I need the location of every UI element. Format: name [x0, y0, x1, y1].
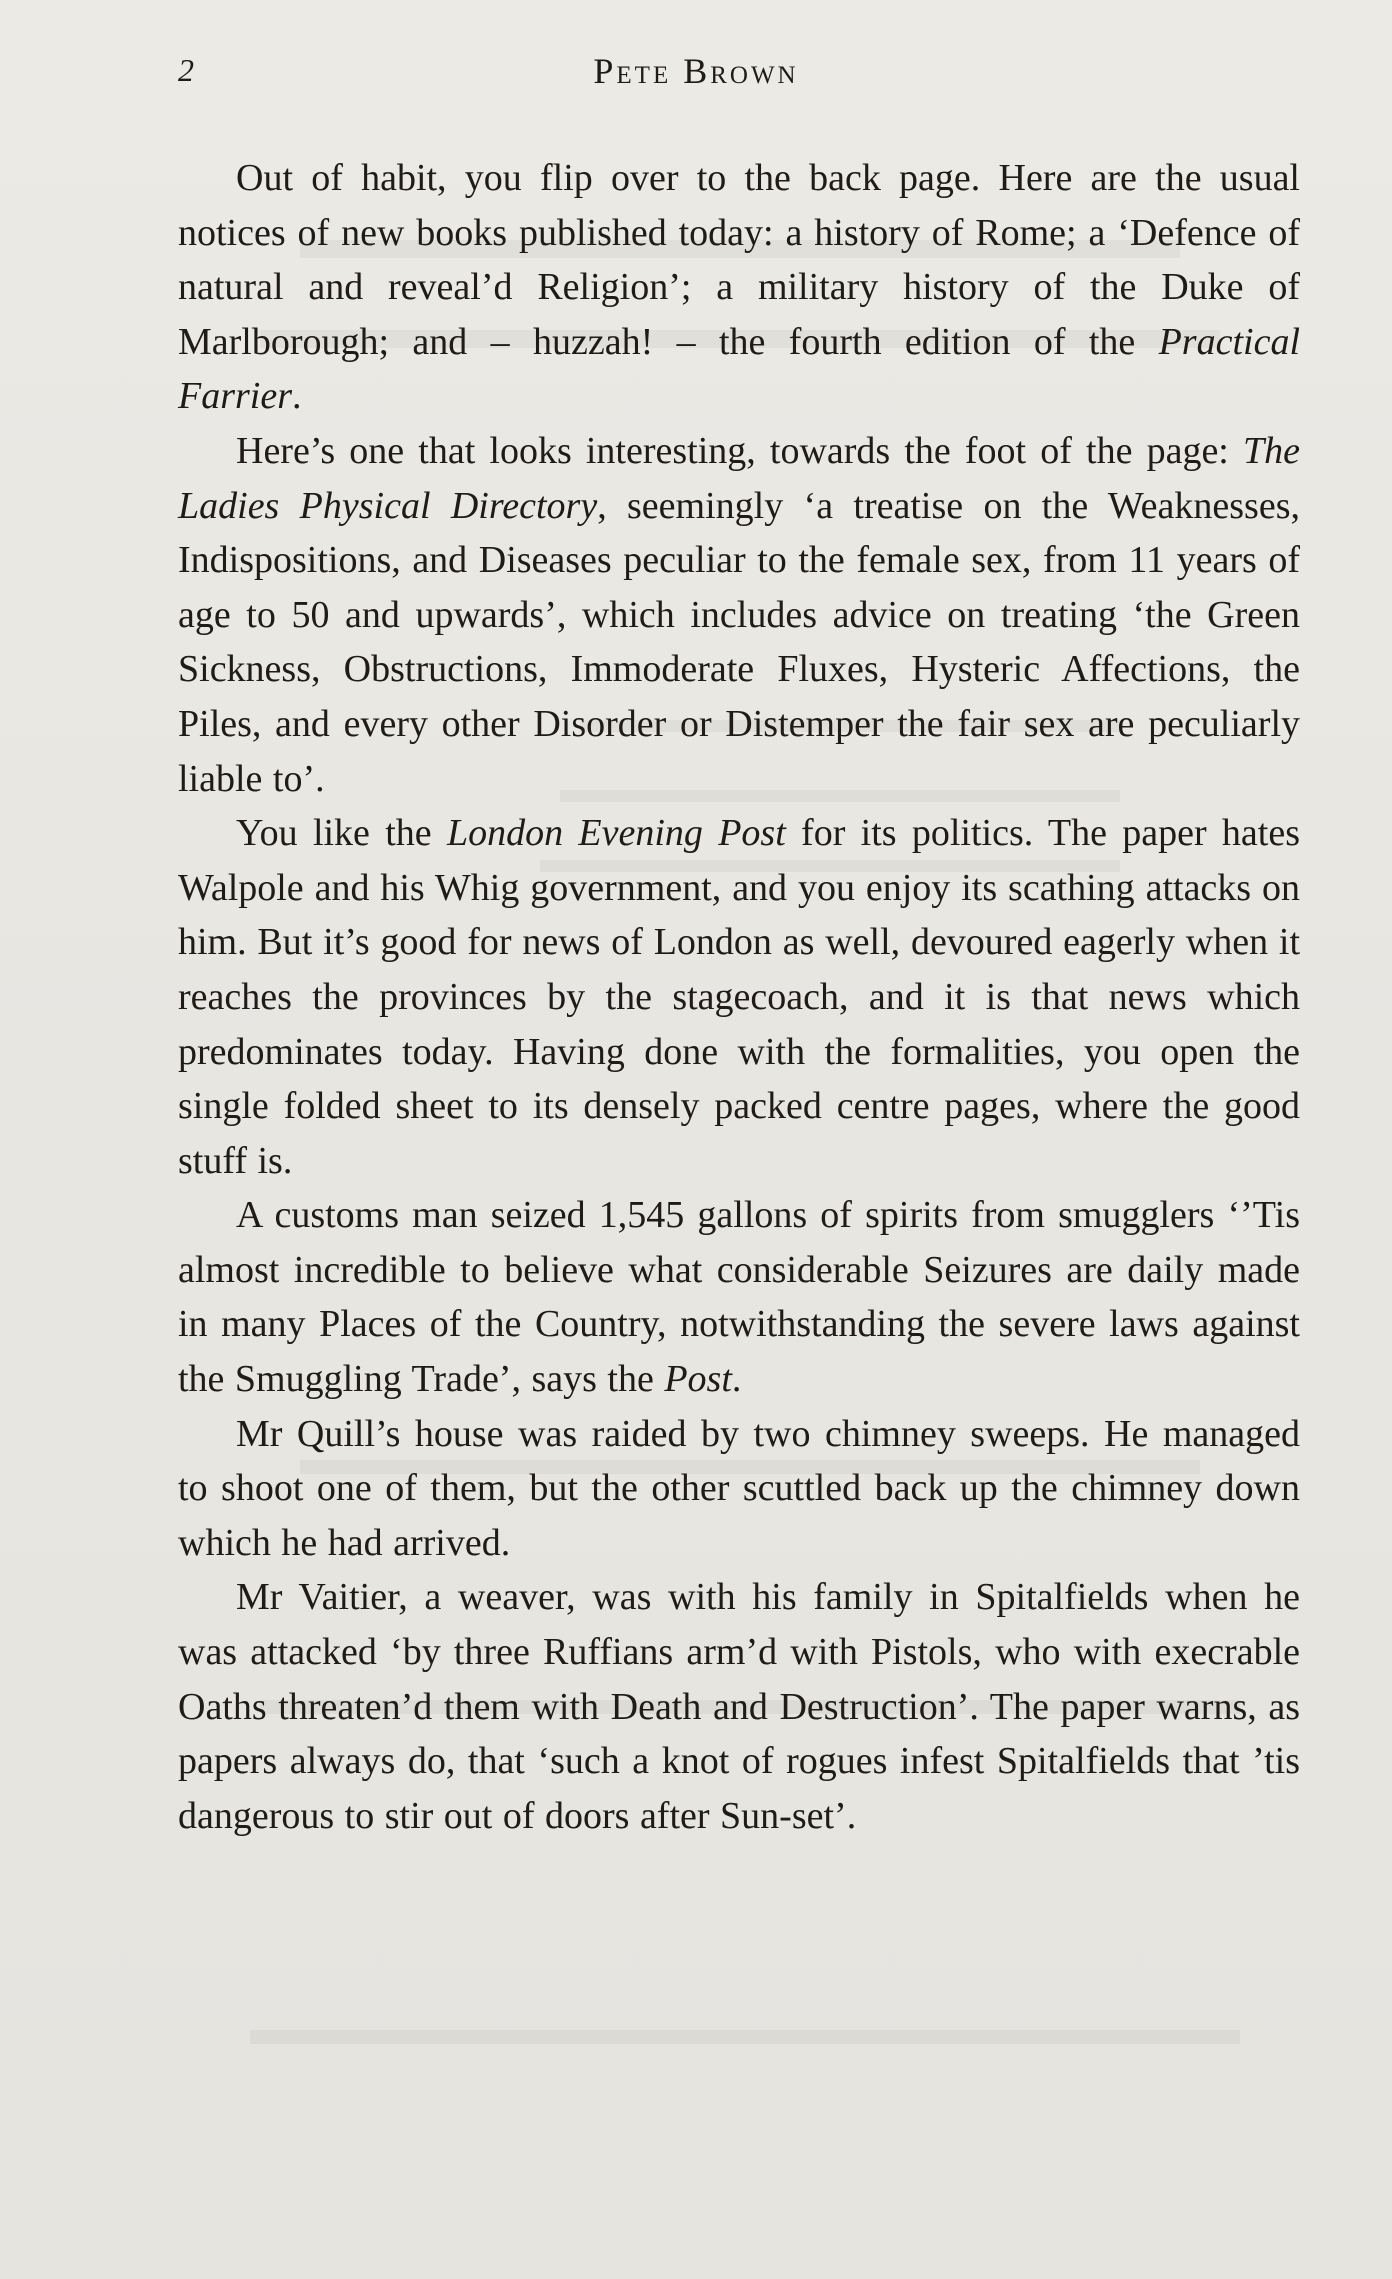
text-run: You like the — [236, 812, 447, 855]
text-run: Here’s one that looks interesting, towards the foot of the page: — [236, 429, 1243, 472]
text-run: A customs man seized 1,545 gallons of spirits from smugglers ‘’Tis almost incredible to believe what considerable Seizures are daily made in many Places of the Country, notwithstanding the severe laws against the Smuggling Trade’, says the — [178, 1194, 1300, 1401]
paragraph — [178, 1407, 1300, 1571]
newspaper-title: London Evening Post — [446, 812, 786, 855]
paragraph — [178, 424, 1300, 806]
text-run: Out of habit, you flip over to the back page. Here are the usual notices of new books published today: a history of Rome; a ‘Defence of natural and reveal’d Religion’; a military history of the Duke of Marlborough; and – huzzah! – the fourth edition of the — [178, 157, 1300, 363]
text-run: . — [292, 375, 302, 418]
paragraph — [178, 1188, 1300, 1406]
book-title: Practical Farrier — [178, 320, 1300, 418]
paragraph — [178, 1570, 1300, 1843]
body-text — [178, 151, 1300, 1843]
text-run: for its politics. The paper hates Walpole and his Whig government, and you enjoy its scathing attacks on him. But it’s good for news of London as well, devoured eagerly when it reaches the provinces by the stagecoach, and it is that news which predominates today. Having done with the formalities, you open the single folded sheet to its densely packed centre pages, where the good stuff is. — [178, 812, 1301, 1182]
text-run: Mr Vaitier, a weaver, was with his family in Spitalfields when he was attacked ‘by three Ruffians arm’d with Pistols, who with execrable Oaths threaten’d them with Death and Destruction’. The paper warns, as papers always do, that ‘such a knot of rogues infest Spitalfields that ’tis dangerous to stir out of doors after Sun-set’. — [178, 1576, 1300, 1837]
newspaper-title: Post — [664, 1358, 732, 1401]
page-number: 2 — [178, 52, 195, 88]
paragraph — [178, 151, 1300, 424]
running-head: Pete Brown — [593, 51, 799, 91]
text-run: , seemingly ‘a treatise on the Weaknesses, Indispositions, and Diseases peculiar to the female sex, from 11 years of age to 50 and upwards’, which includes advice on treating ‘the Green Sickness, Obstructions, Immoderate Fluxes, Hysteric Affections, the Piles, and every other Disorder or Distemper the fair sex are peculiarly liable to’. — [178, 484, 1300, 800]
text-run: Mr Quill’s house was raided by two chimney sweeps. He managed to shoot one of them, but the other scuttled back up the chimney down which he had arrived. — [178, 1412, 1300, 1564]
text-run: . — [731, 1358, 742, 1401]
paragraph — [178, 806, 1300, 1188]
book-title: The Ladies Physical Directory — [178, 429, 1300, 527]
